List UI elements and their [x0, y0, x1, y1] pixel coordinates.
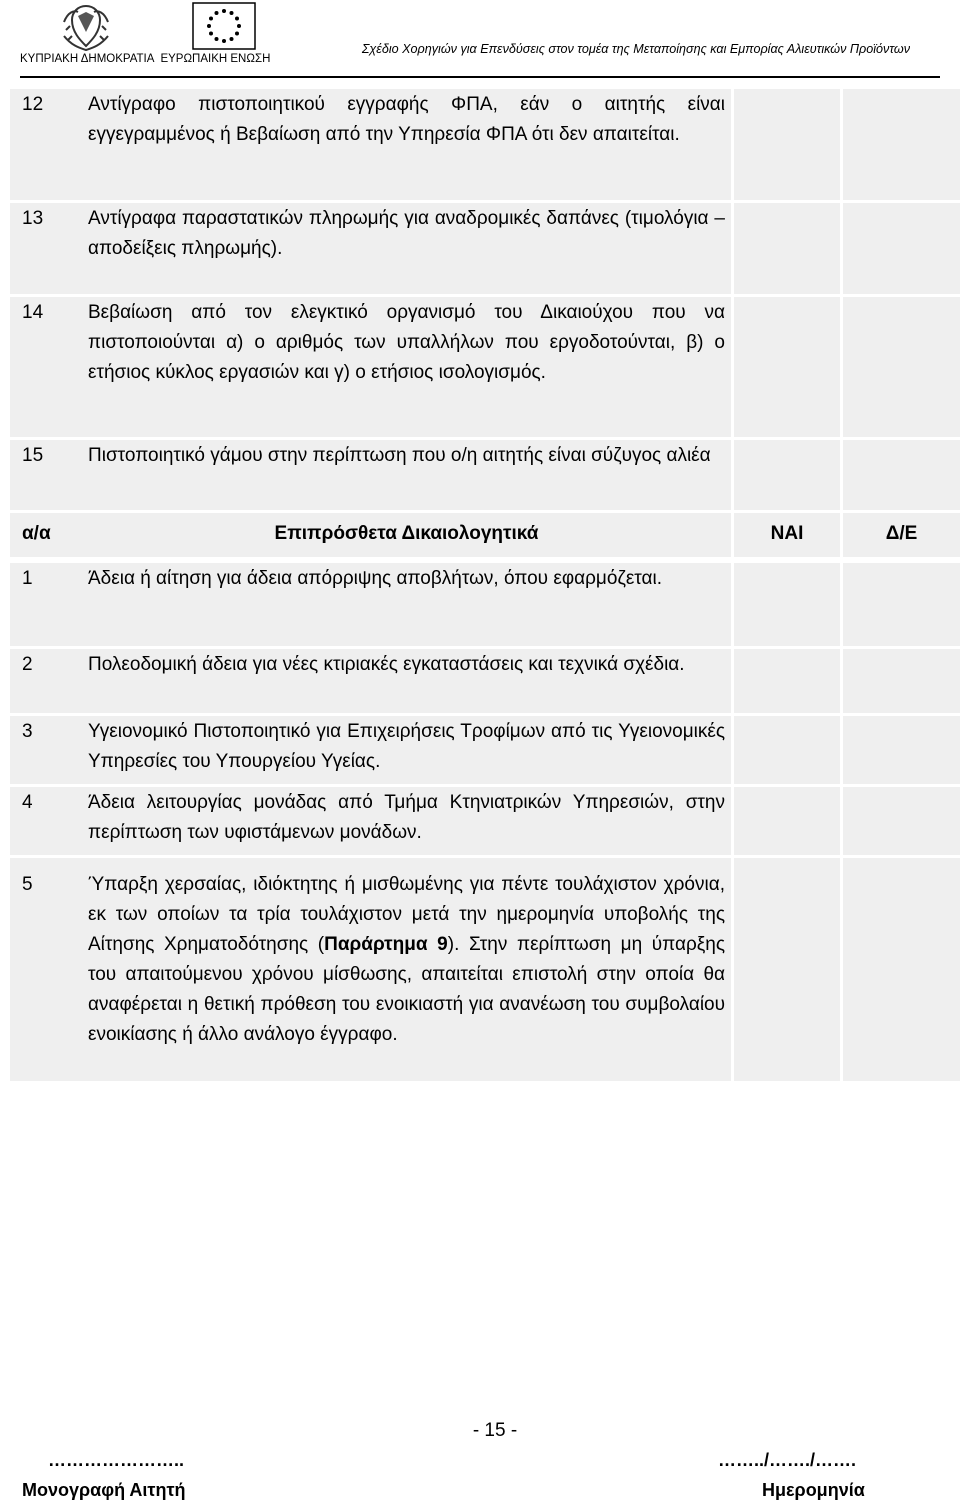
date-label: Ημερομηνία	[762, 1480, 865, 1500]
initials-label: Μονογραφή Αιτητή	[22, 1480, 186, 1500]
na-checkbox-cell[interactable]	[843, 203, 960, 294]
row-text: Αντίγραφο πιστοποιητικού εγγραφής ΦΠΑ, εάν ο αιτητής είναι εγγεγραμμένος ή Βεβαίωση από την Υπηρεσία ΦΠΑ ότι δεν απαιτείται.	[76, 89, 731, 200]
row-text: Αντίγραφα παραστατικών πληρωμής για αναδρομικές δαπάνες (τιμολόγια – αποδείξεις πληρωμής).	[76, 203, 731, 294]
table-row	[10, 440, 960, 510]
initials-line: …………………..	[48, 1450, 185, 1470]
table-header-row	[10, 513, 960, 557]
na-checkbox-cell[interactable]	[843, 858, 960, 1081]
table-row	[10, 787, 960, 855]
row-number: 13	[22, 208, 44, 229]
na-checkbox-cell[interactable]	[843, 297, 960, 437]
table-row	[10, 297, 960, 437]
row-text	[76, 858, 731, 1081]
yes-checkbox-cell[interactable]	[734, 716, 840, 784]
header-scheme-title: Σχέδιο Χορηγιών για Επενδύσεις στον τομέα της Μεταποίησης και Εμπορίας Αλιευτικών Προϊόντων	[361, 42, 910, 56]
yes-checkbox-cell[interactable]	[734, 858, 840, 1081]
yes-checkbox-cell[interactable]	[734, 203, 840, 294]
row-text: Άδεια ή αίτηση για άδεια απόρριψης αποβλήτων, όπου εφαρμόζεται.	[76, 563, 731, 646]
table-row	[10, 716, 960, 784]
row-text: Υγειονομικό Πιστοποιητικό για Επιχειρήσεις Τροφίμων από τις Υγειονομικές Υπηρεσίες του Υπουργείου Υγείας.	[76, 716, 731, 784]
row-number: 1	[22, 568, 33, 589]
header-number: α/α	[22, 523, 51, 544]
na-checkbox-cell[interactable]	[843, 787, 960, 855]
row-number: 5	[22, 874, 33, 895]
yes-checkbox-cell[interactable]	[734, 440, 840, 510]
header-title: Επιπρόσθετα Δικαιολογητικά	[76, 513, 731, 557]
cyprus-coat-of-arms-icon	[58, 2, 114, 52]
row-number: 15	[22, 445, 44, 466]
row-number: 4	[22, 792, 33, 813]
yes-checkbox-cell[interactable]	[734, 297, 840, 437]
header-yes: ΝΑΙ	[770, 523, 804, 544]
table-row	[10, 858, 960, 1081]
na-checkbox-cell[interactable]	[843, 440, 960, 510]
row-text: Βεβαίωση από τον ελεγκτικό οργανισμό του Δικαιούχου που να πιστοποιούνται α) ο αριθμός των υπαλλήλων που εργοδοτούνται, β) ο ετήσιος κύκλος εργασιών και γ) ο ετήσιος ισολογισμός.	[76, 297, 731, 437]
row-text: Άδεια λειτουργίας μονάδας από Τμήμα Κτηνιατρικών Υπηρεσιών, στην περίπτωση των υφιστάμενων μονάδων.	[76, 787, 731, 855]
table-row	[10, 89, 960, 200]
table-row	[10, 563, 960, 646]
page-header	[0, 0, 960, 80]
yes-checkbox-cell[interactable]	[734, 649, 840, 713]
row-number: 14	[22, 302, 44, 323]
na-checkbox-cell[interactable]	[843, 89, 960, 200]
yes-checkbox-cell[interactable]	[734, 89, 840, 200]
row-text-part: Ύπαρξη χερσαίας, ιδιόκτητης ή μισθωμένης για πέντε τουλάχιστον χρόνια, εκ των οποίων τα τρία τουλάχιστον μετά την ημερομηνία υποβολής της Αίτησης Χρηματοδότησης (	[88, 874, 725, 955]
row-text-part: ). Στην περίπτωση μη ύπαρξης του απαιτούμενου χρόνου μίσθωσης, απαιτείται επιστολή στην οποία θα αναφέρεται η θετική πρόθεση του ενοικιαστή για ανανέωση του συμβολαίου ενοικίασης ή άλλο ανάλογο έγγραφο.	[88, 934, 725, 1045]
table-row	[10, 649, 960, 713]
header-na: Δ/Ε	[885, 523, 918, 544]
na-checkbox-cell[interactable]	[843, 716, 960, 784]
documents-table	[10, 89, 960, 1081]
eu-flag-icon	[192, 2, 256, 50]
row-text: Πιστοποιητικό γάμου στην περίπτωση που ο/η αιτητής είναι σύζυγος αλιέα	[76, 440, 731, 510]
row-number: 3	[22, 721, 33, 742]
yes-checkbox-cell[interactable]	[734, 563, 840, 646]
header-org-cyprus: ΚΥΠΡΙΑΚΗ ΔΗΜΟΚΡΑΤΙΑ	[20, 53, 155, 65]
header-divider	[20, 76, 940, 78]
header-organisations	[20, 53, 276, 65]
date-line: ……../……./…….	[718, 1450, 857, 1470]
row-number: 2	[22, 654, 33, 675]
yes-checkbox-cell[interactable]	[734, 787, 840, 855]
na-checkbox-cell[interactable]	[843, 649, 960, 713]
table-row	[10, 203, 960, 294]
annex-reference: Παράρτημα 9	[324, 934, 448, 955]
page-number: - 15 -	[472, 1420, 518, 1441]
row-text: Πολεοδομική άδεια για νέες κτιριακές εγκαταστάσεις και τεχνικά σχέδια.	[76, 649, 731, 713]
na-checkbox-cell[interactable]	[843, 563, 960, 646]
header-org-eu: ΕΥΡΩΠΑΙΚΗ ΕΝΩΣΗ	[160, 53, 271, 65]
row-number: 12	[22, 94, 44, 115]
